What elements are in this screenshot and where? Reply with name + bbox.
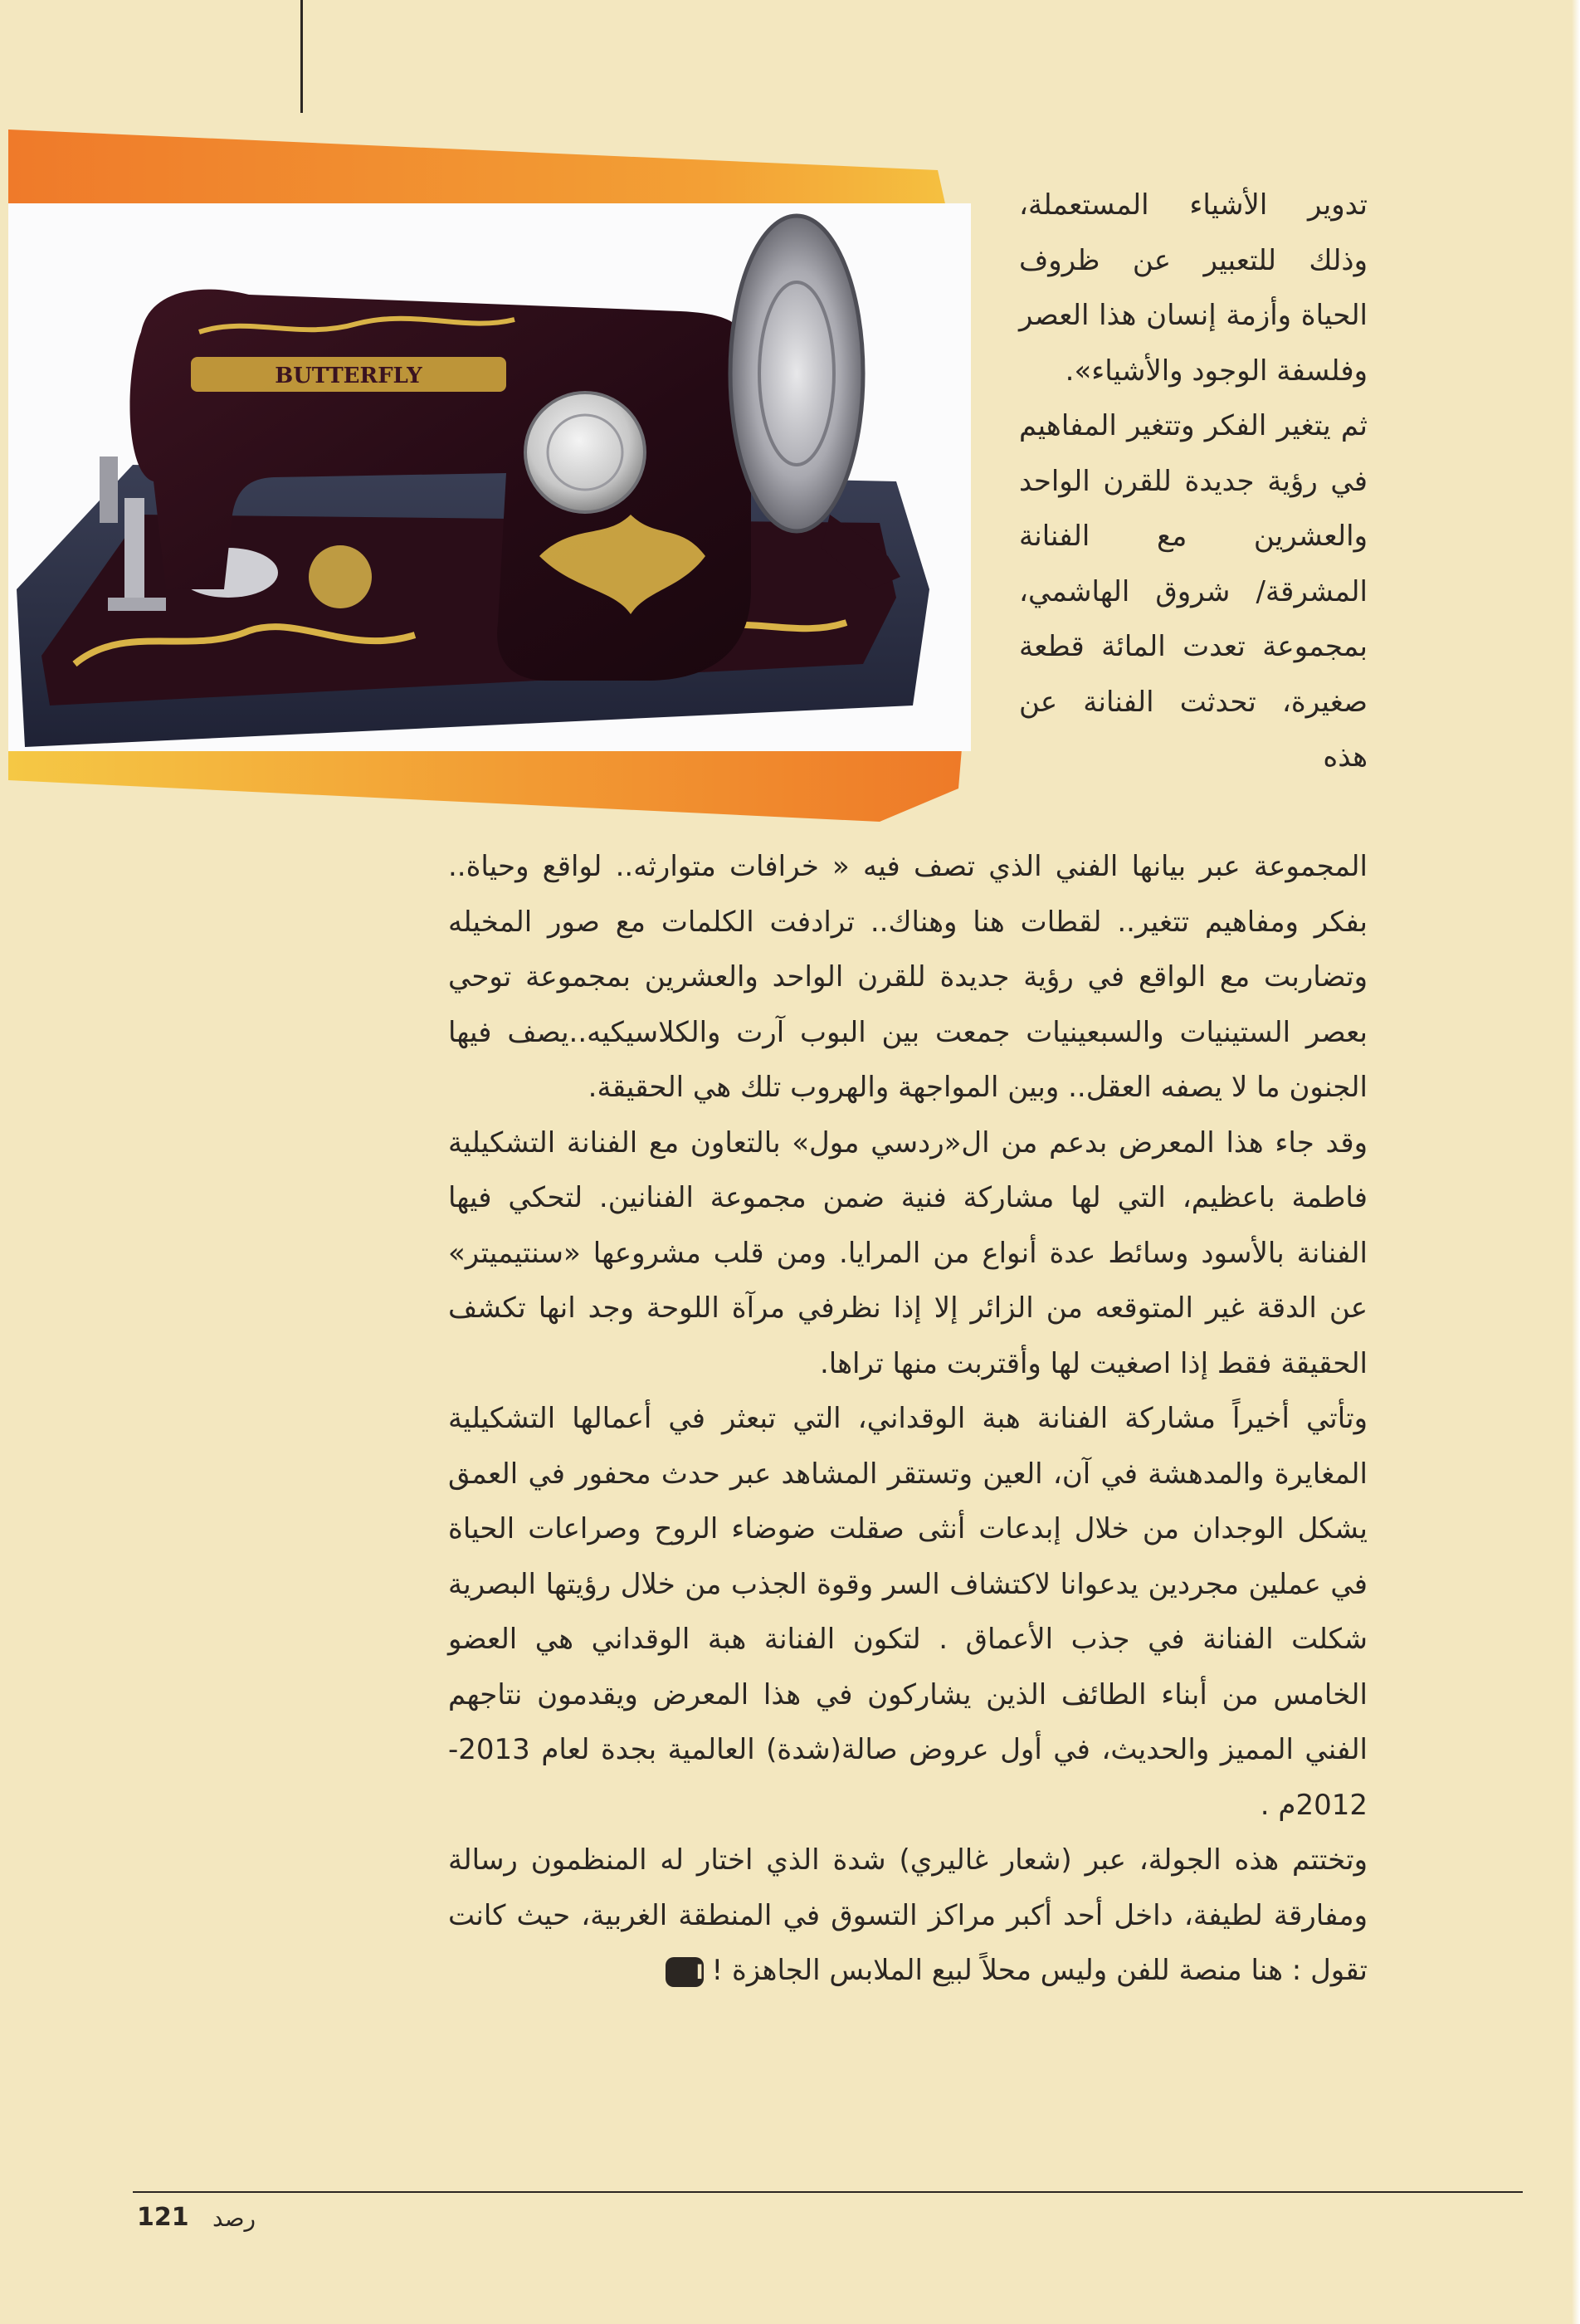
needle-bar <box>124 498 144 606</box>
page-edge <box>1572 0 1580 2324</box>
paragraph-fatima-baazim: وقد جاء هذا المعرض بدعم من ال«ردسي مول» بالتعاون مع الفنانة التشكيلية فاطمة باعظيم، التي لها مشاركة فنية ضمن مجموعة الفنانين. لتحكي فيها الفنانة بالأسود وسائط عدة أنواع من المرايا. ومن قلب مشروعها «سنتيميتر» عن الدقة غير المتوقعه من الزائر إلا إذا نظرفي مرآة اللوحة وجد انها تكشف الحقيقة فقط إذا اصغيت لها وأقتربت منها تراها. <box>448 1125 1368 1380</box>
top-vertical-rule <box>300 0 303 113</box>
bed-emblem <box>309 545 372 608</box>
top-orange-band <box>8 129 946 208</box>
silver-medallion <box>525 393 645 512</box>
presser-foot <box>108 598 166 611</box>
paragraph-collection-statement: المجموعة عبر بيانها الفني الذي تصف فيه « خرافات متوارثه.. لواقع وحياة.. بفكر ومفاهيم تتغير.. لقطات هنا وهناك.. ترادفت الكلمات مع صور المخيله وتضاربت مع الواقع في رؤية جديدة للقرن الواحد والعشرين بمجموعة توحي بعصر الستينيات والسبعينيات جمعت بين البوب آرت والكلاسيكيه..يصف فيها الجنون ما لا يصفه العقل.. وبين المواجهة والهروب تلك هي الحقيقة. <box>448 850 1368 1104</box>
paragraph-recycling: تدوير الأشياء المستعملة، وذلك للتعبير عن ظروف الحياة وأزمة إنسان هذا العصر وفلسفة الوجود والأشياء». <box>1019 188 1368 388</box>
paragraph-shorouq-intro: ثم يتغير الفكر وتتغير المفاهيم في رؤية جديدة للقرن الواحد والعشرين مع الفنانة المشرقة/ شروق الهاشمي، بمجموعة تعدت المائة قطعة صغيرة، تحدثت الفنانة عن هذه <box>1019 409 1368 774</box>
magazine-name: رصد <box>212 2204 256 2232</box>
page-number: 121 <box>137 2203 189 2232</box>
article-narrow-column <box>1019 178 1368 785</box>
sewing-machine-figure <box>0 124 979 822</box>
footer-rule <box>133 2191 1523 2193</box>
closing-text: وتختتم هذه الجولة، عبر (شعار غاليري) شدة الذي اختار له المنظمون رسالة ومفارقة لطيفة، داخل أحد أكبر مراكز التسوق في المنطقة الغربية، حيث كانت تقول : هنا منصة للفن وليس محلاً لبيع الملابس الجاهزة ! <box>448 1843 1368 1987</box>
hand-wheel <box>730 216 863 531</box>
thread-guide <box>100 456 118 523</box>
article-wide-column <box>448 839 1368 1999</box>
sewing-machine-illustration <box>0 124 979 822</box>
paragraph-closing <box>448 1833 1368 1999</box>
paragraph-heba-alwagdani: وتأتي أخيراً مشاركة الفنانة هبة الوقداني، التي تبعثر في أعمالها التشكيلية المغايرة والمدهشة في آن، العين وتستقر المشاهد عبر حدث محفور في العمق يشكل الوجدان من خلال إبدعات أنثى صقلت ضوضاء الروح وصراعات الحياة في عملين مجردين يدعوانا لاكتشاف السر وقوة الجذب من خلال رؤيتها البصرية شكلت الفنانة في جذب الأعماق . لتكون الفنانة هبة الوقداني هي العضو الخامس من أبناء الطائف الذين يشاركون في هذا المعرض ويقدمون نتاجهم الفني المميز والحديث، في أول عروض صالة(شدة) العالمية بجدة لعام 2013-2012م . <box>448 1402 1368 1822</box>
machine-brand-text: BUTTERFLY <box>275 364 422 388</box>
end-of-article-icon: I <box>666 1957 704 1987</box>
